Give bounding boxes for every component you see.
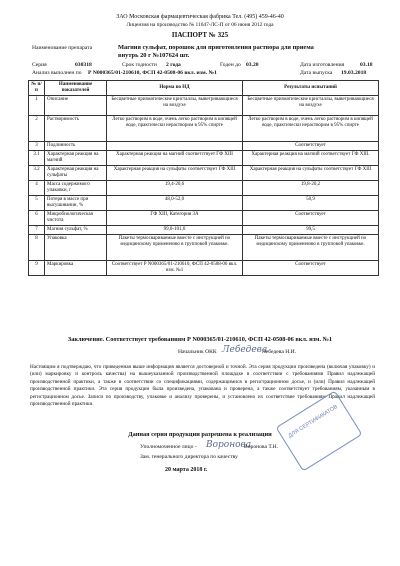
certificate-stamp: ДЛЯ СЕРТИФИКАТОВ: [276, 390, 363, 471]
release-date: 20 марта 2018 г.: [165, 467, 208, 473]
shelf-life-value: 2 года: [166, 62, 181, 68]
header-result: Результаты испытаний: [243, 81, 379, 96]
row-number: 7: [29, 226, 45, 235]
row-norm: ГФ XIII, Категория 3А: [107, 211, 243, 226]
row-number: 8: [29, 235, 45, 261]
table-row: [29, 196, 379, 211]
row-number: 5: [29, 196, 45, 211]
row-result: 50,9: [243, 196, 379, 211]
row-norm: 99,0-101,0: [107, 226, 243, 235]
row-result: Бесцветные призматические кристаллы, выветривающиеся на воздухе: [243, 96, 379, 116]
results-table: [28, 80, 379, 276]
row-number: 6: [29, 211, 45, 226]
product-name-value-1: Магния сульфат, порошок для приготовления раствора для приема: [118, 44, 314, 51]
row-indicator: Маркировка: [45, 261, 107, 276]
analysis-value: Р N000365/01-210610, ФСП 42-0508-06 вкл. изм. №1: [88, 70, 217, 76]
row-indicator: Характерная реакция на сульфаты: [45, 166, 107, 181]
row-indicator: Микробиологическая чистота: [45, 211, 107, 226]
row-indicator: Потеря в массе при высушивании, %: [45, 196, 107, 211]
table-row: [29, 181, 379, 196]
company-line: ЗАО Московская фармацевтическая фабрика Тел. (495) 459-46-40: [116, 14, 284, 20]
header-number: № п/п: [29, 81, 45, 96]
manufacture-date-value: 03.18: [360, 62, 373, 68]
row-number: 3: [29, 142, 45, 151]
row-number: 1: [29, 96, 45, 116]
conclusion: Заключение. Соответствует требованиям Р N000365/01-210610, ФСП 42-0508-06 вкл. изм. №1: [67, 336, 333, 343]
table-row: [29, 96, 379, 116]
table-row: [29, 116, 379, 142]
okk-signature: Лебедева: [222, 345, 268, 355]
row-result: Легко растворим в воде, очень легко растворим в кипящей воде, практически нерастворим в 95% спирте: [243, 116, 379, 142]
passport-title: ПАСПОРТ № 325: [171, 31, 229, 39]
row-norm: [107, 142, 243, 151]
row-norm: 48,0-52,0: [107, 196, 243, 211]
row-norm: Характерная реакция на магний соответствует ГФ XIII: [107, 151, 243, 166]
row-result: Соответствует: [243, 261, 379, 276]
row-number: 4: [29, 181, 45, 196]
row-norm: Легко растворим в воде, очень легко растворим в кипящей воде, практически нерастворим в 95% спирте: [107, 116, 243, 142]
row-result: 99,5: [243, 226, 379, 235]
okk-head-name: Лебедева Н.И.: [262, 349, 297, 355]
row-result: Характерная реакция на сульфаты соответствует ГФ XIII: [243, 166, 379, 181]
row-number: 2: [29, 116, 45, 142]
deputy-director-line: Зам. генерального директора по качеству: [140, 454, 238, 460]
row-indicator: Растворимость: [45, 116, 107, 142]
product-name-value-2: внутрь 20 г №107624 шт.: [118, 52, 190, 59]
row-number: 3.1: [29, 151, 45, 166]
row-indicator: Характерная реакция на магний: [45, 151, 107, 166]
certification-paragraph: Настоящим я подтверждаю, что приведенная выше информация является достоверной и точной. Эта серия продукции произведена (включая упаковку) и (или) маркировку и контроль качества) на вышеуказанной производственной площадке в соответствии с требованиями Правил надлежащей производственной практики, а также в соответствии со спецификациями, содержащимися в регистрационном досье, и (или) Правил надлежащей производственной практики. Эта серия продукции была произведена, упакована и проверена, а также соответствует требованиям, указанным в регистрационном досье. Записи по производству, упаковке и анализу проверены, и установлено их соответствие требованиям Правил надлежащей производственной практики.: [30, 364, 375, 408]
row-number: 9: [29, 261, 45, 276]
row-indicator: Подлинность: [45, 142, 107, 151]
table-header-row: [29, 81, 379, 96]
row-result: Характерная реакция на магний соответствует ГФ XIII.: [243, 151, 379, 166]
release-date-value: 19.03.2018: [341, 70, 367, 76]
row-norm: Соответствует Р N000365/01-210610, ФСП 42-0508-06 вкл. изм. №1: [107, 261, 243, 276]
authorized-person-name: Воронова Т.Н.: [244, 444, 279, 450]
row-norm: Бесцветные призматические кристаллы, выветривающиеся на воздухе: [107, 96, 243, 116]
row-number: 3.2: [29, 166, 45, 181]
table-row: [29, 166, 379, 181]
shelf-life-label: Срок годности: [122, 62, 157, 68]
manufacture-date-label: Дата изготовления: [300, 62, 345, 68]
table-row: [29, 235, 379, 261]
okk-head-label: Начальник ОКК: [178, 349, 217, 355]
table-row: [29, 226, 379, 235]
product-name-label: Наименование препарата: [32, 45, 93, 51]
table-row: [29, 261, 379, 276]
row-indicator: Упаковка: [45, 235, 107, 261]
row-indicator: Масса содержимого упаковки, г: [45, 181, 107, 196]
series-value: 030318: [75, 62, 92, 68]
series-label: Серия: [32, 62, 47, 68]
valid-until-label: Годен до: [220, 62, 241, 68]
table-row: [29, 151, 379, 166]
row-norm: Характерная реакция на сульфаты соответствует ГФ XIII: [107, 166, 243, 181]
row-indicator: Описание: [45, 96, 107, 116]
row-result: 19,8-20,2: [243, 181, 379, 196]
row-norm: Пакеты термосвариваемые вместе с инструкцией по медицинскому применению в групповой упаковке.: [107, 235, 243, 261]
table-row: [29, 211, 379, 226]
row-result: Пакеты термосвариваемые вместе с инструкцией по медицинскому применению в групповой упаковке.: [243, 235, 379, 261]
header-norm: Норма по НД: [107, 81, 243, 96]
header-indicator: Наименование показателей: [45, 81, 107, 96]
row-indicator: Магния сульфат, %: [45, 226, 107, 235]
analysis-label: Анализ выполнен по: [32, 70, 82, 76]
valid-until-value: 03.20: [246, 62, 259, 68]
release-title: Данная серия продукции разрешена к реализации: [128, 431, 272, 438]
row-norm: 19,4-20,6: [107, 181, 243, 196]
row-result: Соответствует: [243, 142, 379, 151]
row-result: Соответствует: [243, 211, 379, 226]
license-line: Лицензия на производство № 11647-ЛС-П от 06 июня 2012 года: [126, 22, 274, 28]
authorized-person-label: Уполномоченное лицо -: [140, 444, 197, 450]
table-row: [29, 142, 379, 151]
authorized-signature: Воронова: [206, 440, 252, 450]
release-date-label: Дата выпуска: [300, 70, 333, 76]
